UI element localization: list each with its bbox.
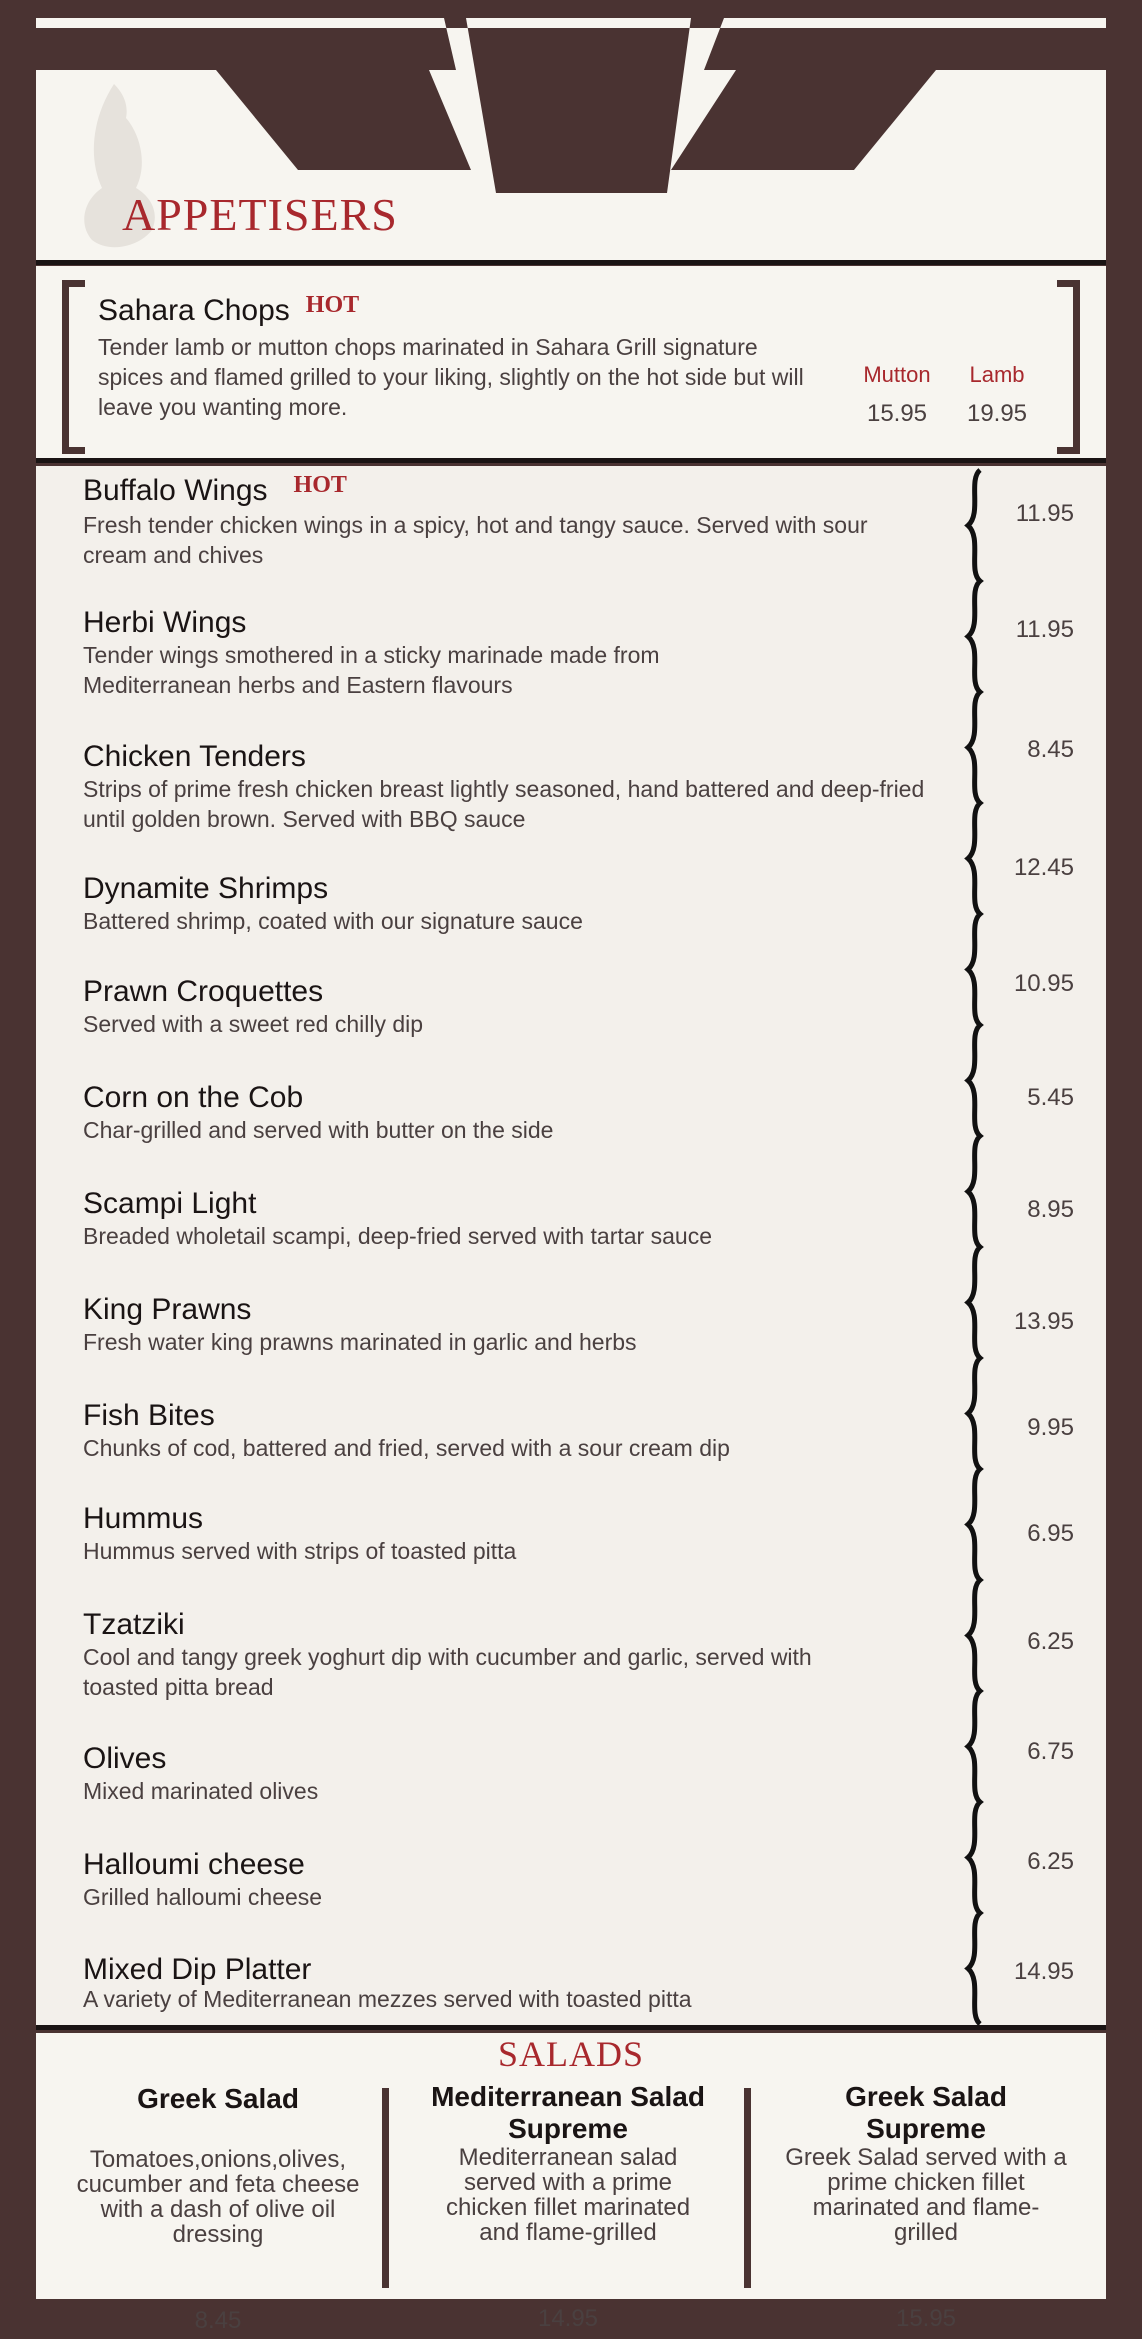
item-price: 6.25 bbox=[1027, 1628, 1074, 1655]
list-item bbox=[83, 474, 963, 570]
item-price: 8.45 bbox=[1027, 736, 1074, 763]
item-description: Served with a sweet red chilly dip bbox=[83, 1011, 424, 1037]
variant-lamb bbox=[942, 362, 1052, 428]
list-item bbox=[83, 872, 963, 936]
item-name: Tzatziki bbox=[83, 1608, 185, 1641]
salad-column-divider bbox=[744, 2088, 751, 2288]
item-name: Prawn Croquettes bbox=[83, 975, 324, 1008]
item-name: Scampi Light bbox=[83, 1187, 257, 1220]
item-name: Buffalo Wings bbox=[83, 474, 268, 507]
item-price: 8.95 bbox=[1027, 1196, 1074, 1223]
list-item bbox=[83, 1608, 963, 1702]
list-item bbox=[83, 606, 963, 700]
featured-item bbox=[36, 266, 1106, 458]
item-description: Fresh tender chicken wings in a spicy, hot and tangy sauce. Served with sour cream and chives bbox=[83, 512, 868, 568]
salad-description: Mediterranean salad served with a prime chicken fillet marinated and flame-grilled bbox=[445, 2144, 691, 2246]
section-divider bbox=[36, 2025, 1106, 2030]
item-name: Fish Bites bbox=[83, 1399, 215, 1432]
featured-item-name-row bbox=[98, 294, 359, 330]
item-price: 9.95 bbox=[1027, 1414, 1074, 1441]
item-description: Fresh water king prawns marinated in garlic and herbs bbox=[83, 1329, 637, 1355]
item-name: Hummus bbox=[83, 1502, 204, 1535]
item-price: 11.95 bbox=[1015, 500, 1074, 527]
item-price: 6.95 bbox=[1027, 1520, 1074, 1547]
item-price: 13.95 bbox=[1013, 1308, 1074, 1335]
salad-name: Mediterranean Salad Supreme bbox=[431, 2081, 705, 2144]
item-description: Strips of prime fresh chicken breast lightly seasoned, hand battered and deep-fried until golden brown. Served with BBQ sauce bbox=[83, 776, 925, 832]
item-description: Hummus served with strips of toasted pitta bbox=[83, 1538, 517, 1564]
hot-badge-icon: HOT bbox=[293, 472, 347, 498]
item-name: Herbi Wings bbox=[83, 606, 247, 639]
list-item bbox=[83, 1954, 963, 2012]
item-price: 5.45 bbox=[1027, 1084, 1074, 1111]
salad-item bbox=[766, 2081, 1086, 2332]
salad-item bbox=[58, 2083, 378, 2334]
item-name: Corn on the Cob bbox=[83, 1081, 304, 1114]
section-title-salads: SALADS bbox=[497, 2034, 645, 2074]
variant-label: Lamb bbox=[969, 362, 1025, 387]
item-description: A variety of Mediterranean mezzes served with toasted pitta bbox=[83, 1986, 692, 2012]
salad-price: 14.95 bbox=[537, 2305, 599, 2332]
item-name: Mixed Dip Platter bbox=[83, 1953, 312, 1986]
list-item bbox=[83, 1081, 963, 1145]
item-name: Dynamite Shrimps bbox=[83, 872, 329, 905]
list-item bbox=[83, 975, 963, 1039]
item-description: Char-grilled and served with butter on the side bbox=[83, 1117, 554, 1143]
salad-name: Greek Salad bbox=[137, 2083, 299, 2114]
item-price: 10.95 bbox=[1013, 970, 1074, 997]
featured-item-description: Tender lamb or mutton chops marinated in Sahara Grill signature spices and flamed grilled to your liking, slightly on the hot side but will leave you wanting more. bbox=[98, 334, 804, 420]
salad-name: Greek Salad Supreme bbox=[845, 2081, 1007, 2144]
list-item bbox=[83, 1742, 963, 1806]
appetiser-list bbox=[36, 466, 1106, 2025]
variant-price: 19.95 bbox=[966, 400, 1028, 427]
hot-badge-icon: HOT bbox=[305, 292, 360, 318]
list-item bbox=[83, 1502, 963, 1566]
item-name: Chicken Tenders bbox=[83, 740, 306, 773]
item-price: 14.95 bbox=[1013, 1958, 1074, 1985]
section-title-appetisers: APPETISERS bbox=[122, 189, 398, 240]
salad-column-divider bbox=[382, 2088, 389, 2288]
salad-price: 15.95 bbox=[895, 2305, 957, 2332]
right-bracket bbox=[1057, 280, 1080, 454]
item-price: 6.25 bbox=[1027, 1848, 1074, 1875]
item-name: King Prawns bbox=[83, 1293, 252, 1326]
brace-path bbox=[968, 470, 980, 2024]
featured-item-name: Sahara Chops bbox=[98, 294, 290, 327]
list-item bbox=[83, 1293, 963, 1357]
item-description: Chunks of cod, battered and fried, served with a sour cream dip bbox=[83, 1435, 730, 1461]
salad-item bbox=[408, 2081, 728, 2332]
salads-section bbox=[36, 2033, 1106, 2334]
item-price: 6.75 bbox=[1027, 1738, 1074, 1765]
list-item bbox=[83, 740, 963, 834]
item-description: Cool and tangy greek yoghurt dip with cucumber and garlic, served with toasted pitta bread bbox=[83, 1644, 812, 1700]
section-divider bbox=[36, 458, 1106, 463]
item-description: Mixed marinated olives bbox=[83, 1778, 319, 1804]
list-item bbox=[83, 1187, 963, 1251]
salad-price: 8.45 bbox=[194, 2307, 242, 2334]
appetisers-header bbox=[36, 18, 1106, 260]
item-description: Grilled halloumi cheese bbox=[83, 1884, 323, 1910]
list-item bbox=[83, 1848, 963, 1912]
item-description: Battered shrimp, coated with our signature sauce bbox=[83, 908, 583, 934]
section-divider bbox=[36, 260, 1106, 265]
salad-description: Greek Salad served with a prime chicken fillet marinated and flame-grilled bbox=[785, 2144, 1067, 2246]
item-price: 11.95 bbox=[1015, 616, 1074, 643]
item-description: Breaded wholetail scampi, deep-fried served with tartar sauce bbox=[83, 1223, 712, 1249]
item-description: Tender wings smothered in a sticky marinade made from Mediterranean herbs and Eastern flavours bbox=[83, 642, 660, 698]
variant-label: Mutton bbox=[863, 362, 931, 387]
variant-mutton bbox=[842, 362, 952, 428]
left-bracket bbox=[62, 280, 85, 454]
list-item bbox=[83, 1399, 963, 1463]
item-name: Olives bbox=[83, 1742, 167, 1775]
variant-price: 15.95 bbox=[866, 400, 928, 427]
item-name: Halloumi cheese bbox=[83, 1848, 305, 1881]
item-name-row bbox=[83, 474, 963, 510]
salad-description: Tomatoes,onions,olives, cucumber and feta cheese with a dash of olive oil dressing bbox=[76, 2146, 360, 2248]
item-price: 12.45 bbox=[1013, 854, 1074, 881]
